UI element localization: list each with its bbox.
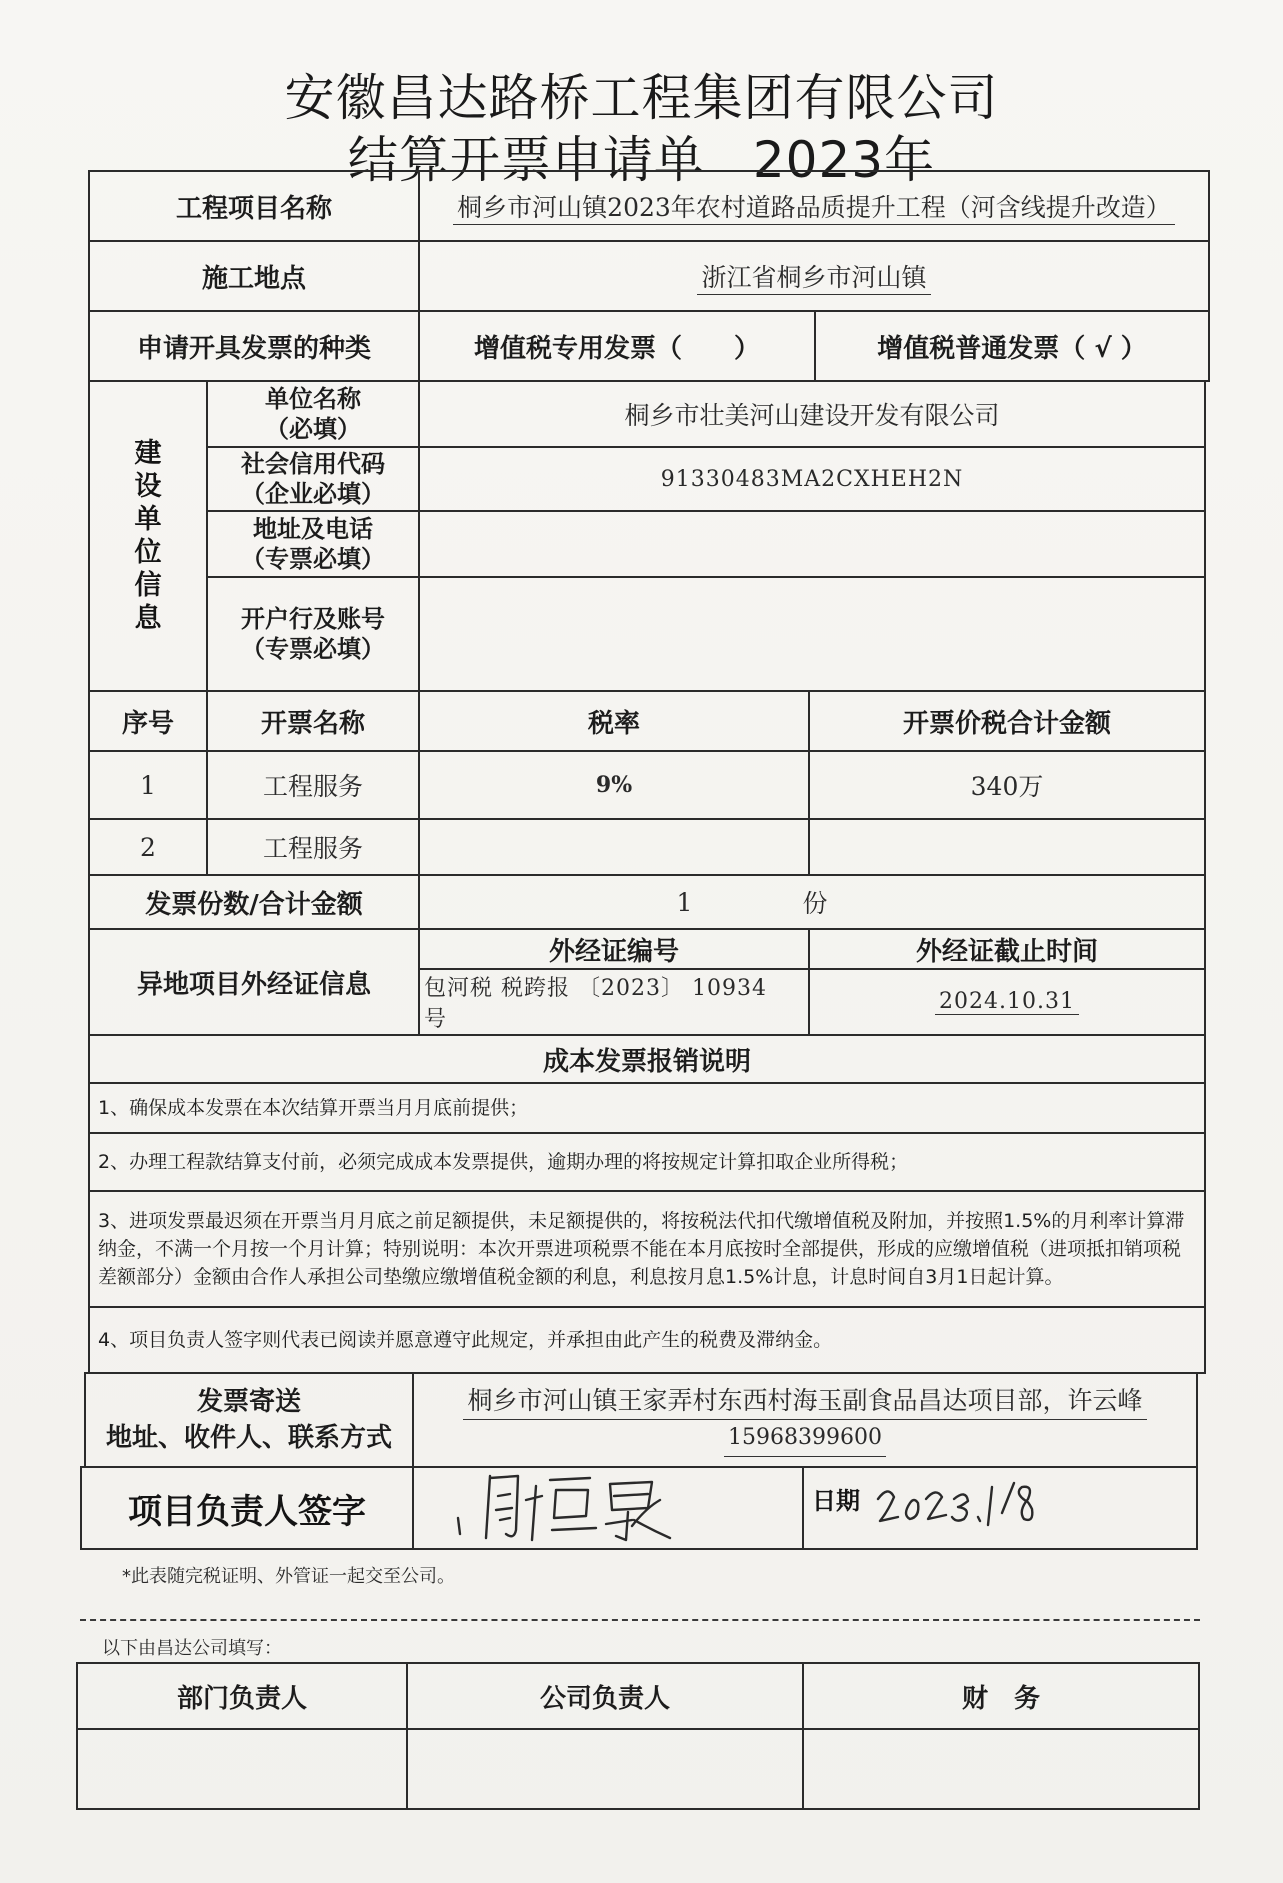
project-name-cell bbox=[418, 170, 1210, 242]
bank-label bbox=[206, 576, 420, 692]
location-label: 施工地点 bbox=[88, 240, 420, 312]
client-section-char: 设 bbox=[134, 471, 162, 502]
mailing-label-line1: 发票寄送 bbox=[196, 1387, 301, 1417]
mailing-value-line1: 桐乡市河山镇王家弄村东西村海玉副食品昌达项目部，许云峰 bbox=[463, 1383, 1146, 1420]
col-no-header: 序号 bbox=[88, 690, 208, 752]
unit-name-label-line: （必填） bbox=[265, 415, 361, 443]
unit-name-label-line: 单位名称 bbox=[265, 385, 361, 413]
credit-code-label-line: （企业必填） bbox=[241, 480, 385, 508]
finance-sign-box[interactable] bbox=[802, 1728, 1200, 1810]
mailing-label bbox=[84, 1372, 414, 1468]
client-section-char: 信 bbox=[134, 570, 162, 601]
project-name-label: 工程项目名称 bbox=[88, 170, 420, 242]
handwritten-date bbox=[874, 1473, 1044, 1535]
row-amount: 340万 bbox=[808, 750, 1206, 820]
invoice-type-normal: 增值税普通发票（ √ ） bbox=[814, 310, 1210, 382]
note-1: 1、确保成本发票在本次结算开票当月月底前提供； bbox=[88, 1082, 1206, 1134]
bank-label-line: （专票必填） bbox=[241, 635, 385, 663]
note-4: 4、项目负责人签字则代表已阅读并愿意遵守此规定，并承担由此产生的税费及滞纳金。 bbox=[88, 1306, 1206, 1374]
permit-no-header: 外经证编号 bbox=[418, 928, 810, 970]
client-section-label bbox=[88, 380, 208, 692]
address-value bbox=[418, 510, 1206, 578]
date-cell bbox=[802, 1466, 1198, 1550]
permit-no-line2: 号 bbox=[424, 1007, 448, 1032]
signature-label: 项目负责人签字 bbox=[80, 1466, 414, 1550]
totals-unit: 份 bbox=[802, 889, 828, 918]
cut-line-divider bbox=[80, 1619, 1200, 1621]
mailing-label-line2: 地址、收件人、联系方式 bbox=[105, 1423, 392, 1453]
footnote: *此表随完税证明、外管证一起交至公司。 bbox=[122, 1566, 455, 1587]
unit-name-value: 桐乡市壮美河山建设开发有限公司 bbox=[418, 380, 1206, 448]
permit-deadline-header: 外经证截止时间 bbox=[808, 928, 1206, 970]
col-amount-header: 开票价税合计金额 bbox=[808, 690, 1206, 752]
mailing-cell bbox=[412, 1372, 1198, 1468]
signature-cell bbox=[412, 1466, 804, 1550]
address-label-line: （专票必填） bbox=[241, 545, 385, 573]
permit-deadline-value: 2024.10.31 bbox=[935, 989, 1079, 1015]
row-name: 工程服务 bbox=[206, 750, 420, 820]
row-no: 2 bbox=[88, 818, 208, 876]
location-cell bbox=[418, 240, 1210, 312]
project-name-value: 桐乡市河山镇2023年农村道路品质提升工程（河含线提升改造） bbox=[453, 188, 1175, 225]
location-value: 浙江省桐乡市河山镇 bbox=[697, 258, 930, 295]
credit-code-label-line: 社会信用代码 bbox=[241, 450, 385, 478]
permit-no-line1: 包河税 税跨报 〔2023〕 10934 bbox=[424, 976, 767, 1001]
company-head-label: 公司负责人 bbox=[406, 1662, 804, 1730]
address-label bbox=[206, 510, 420, 578]
row-amount bbox=[808, 818, 1206, 876]
note-3: 3、进项发票最迟须在开票当月月底之前足额提供，未足额提供的，将按税法代扣代缴增值税及附加，并按照1.5%的月利率计算滞纳金，不满一个月按一个月计算；特别说明：本次开票进项税票不能在本月底按时全部提供，形成的应缴增值税（进项抵扣销项税差额部分）金额由合作人承担公司垫缴应缴增值税金额的利息，利息按月息1.5%计息，计息时间自3月1日起计算。 bbox=[88, 1190, 1206, 1308]
client-section-char: 息 bbox=[134, 603, 162, 634]
notes-title: 成本发票报销说明 bbox=[88, 1034, 1206, 1084]
mailing-phone: 15968399600 bbox=[724, 1420, 886, 1457]
client-section-char: 建 bbox=[134, 438, 162, 469]
col-name-header: 开票名称 bbox=[206, 690, 420, 752]
company-name: 安徽昌达路桥工程集团有限公司 bbox=[284, 69, 999, 127]
totals-count: 1 bbox=[676, 887, 693, 917]
row-no: 1 bbox=[88, 750, 208, 820]
credit-code-label bbox=[206, 446, 420, 512]
address-label-line: 地址及电话 bbox=[253, 515, 373, 543]
company-section-label: 以下由昌达公司填写： bbox=[102, 1638, 282, 1659]
totals-cell bbox=[418, 874, 1206, 930]
client-section-char: 单 bbox=[134, 504, 162, 535]
permit-label: 异地项目外经证信息 bbox=[88, 928, 420, 1036]
company-head-sign-box[interactable] bbox=[406, 1728, 804, 1810]
row-rate: 9% bbox=[418, 750, 810, 820]
bank-value bbox=[418, 576, 1206, 692]
bank-label-line: 开户行及账号 bbox=[241, 605, 385, 633]
unit-name-label bbox=[206, 380, 420, 448]
client-section-char: 位 bbox=[134, 537, 162, 568]
permit-deadline-cell bbox=[808, 968, 1206, 1036]
date-label: 日期 bbox=[812, 1486, 860, 1515]
row-name: 工程服务 bbox=[206, 818, 420, 876]
finance-label: 财 务 bbox=[802, 1662, 1200, 1730]
credit-code-value: 91330483MA2CXHEH2N bbox=[418, 446, 1206, 512]
signature-scribble bbox=[420, 1456, 800, 1546]
col-rate-header: 税率 bbox=[418, 690, 810, 752]
invoice-type-label: 申请开具发票的种类 bbox=[88, 310, 420, 382]
row-rate bbox=[418, 818, 810, 876]
totals-label: 发票份数/合计金额 bbox=[88, 874, 420, 930]
permit-no-cell bbox=[418, 968, 810, 1036]
note-2: 2、办理工程款结算支付前，必须完成成本发票提供，逾期办理的将按规定计算扣取企业所得税； bbox=[88, 1132, 1206, 1192]
invoice-type-special: 增值税专用发票（ ） bbox=[418, 310, 816, 382]
dept-head-label: 部门负责人 bbox=[76, 1662, 408, 1730]
form-title: 结算开票申请单 bbox=[347, 131, 705, 189]
dept-head-sign-box[interactable] bbox=[76, 1728, 408, 1810]
form-year: 2023年 bbox=[752, 131, 936, 189]
